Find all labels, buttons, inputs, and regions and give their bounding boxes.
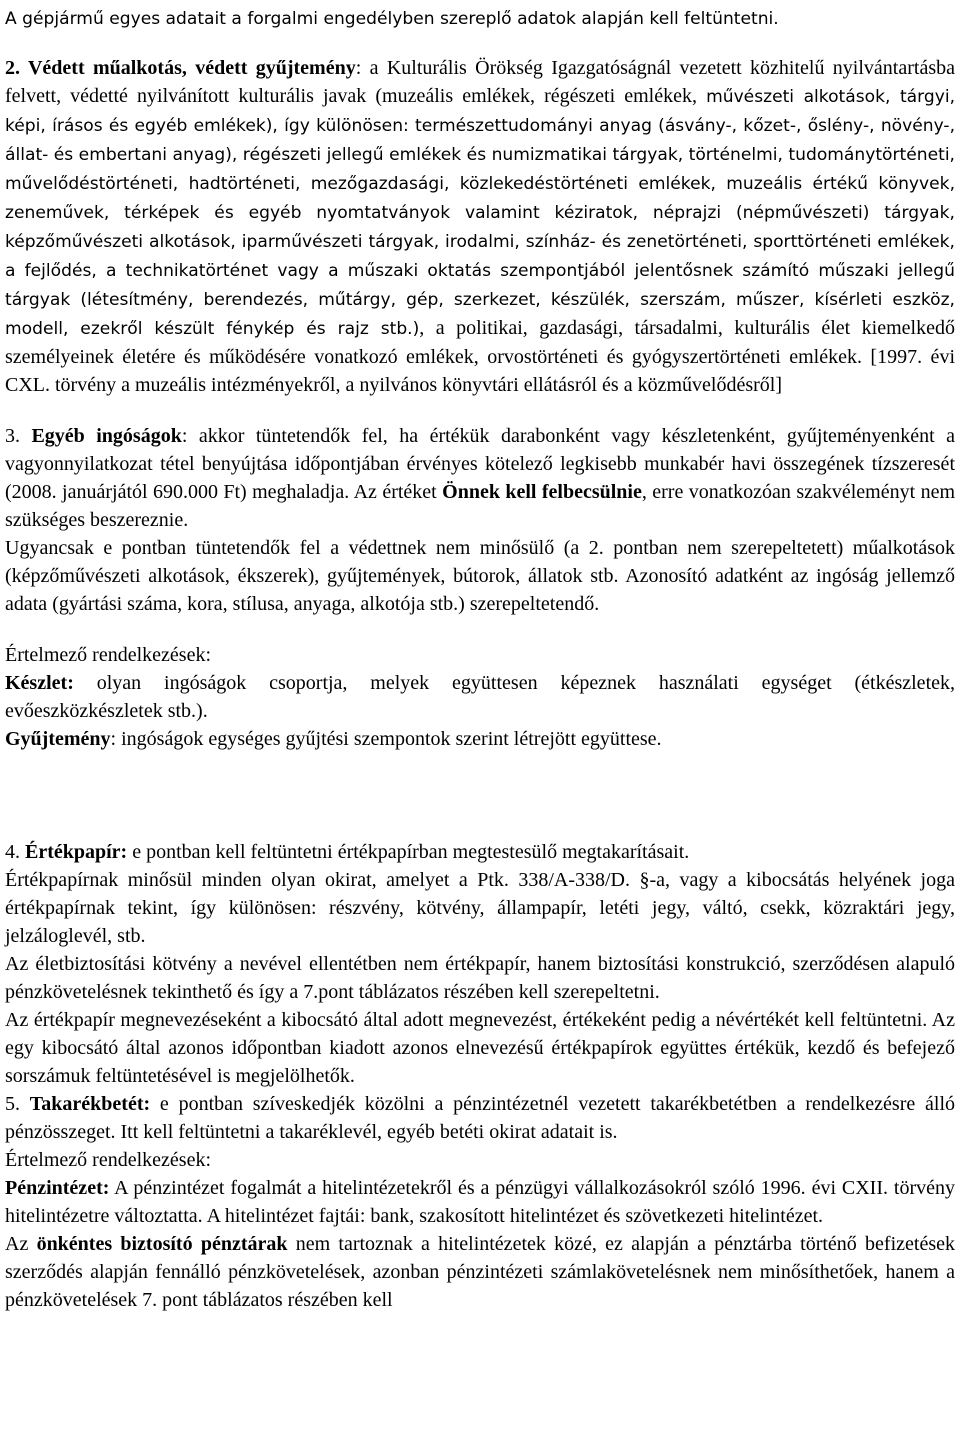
- text-run: , erre vonatkozóan szakvéleményt nem szükséges beszereznie.: [5, 481, 955, 531]
- section-4-naming: [5, 1006, 955, 1090]
- definition-financial-institution: [5, 1174, 955, 1230]
- section-5-savings-deposit: [5, 1090, 955, 1146]
- section-heading: 2. Védett műalkotás, védett gyűjtemény: [5, 57, 356, 79]
- section-heading: Értékpapír:: [25, 841, 128, 863]
- text-run: e pontban szíveskedjék közölni a pénzintézetnél vezetett takarékbetétben a rendelkezésre álló pénzösszeget. Itt kell feltüntetni a takaréklevél, egyéb betéti okirat adatait is.: [5, 1093, 956, 1143]
- text-run: Az életbiztosítási kötvény a nevével ellentétben nem értékpapír, hanem biztosítási konstrukció, szerződésen alapuló pénzkövetelésnek tekinthető és így a 7.pont táblázatos részében kell szerepeltetni.: [5, 953, 955, 1003]
- definition-collection: [5, 725, 955, 753]
- intro-sentence: [5, 5, 955, 33]
- text-run: A pénzintézet fogalmát a hitelintézetekről és a pénzügyi vállalkozásokról szóló 1996. évi CXII. törvény hitelintézetre változtatta. A hitelintézet fajtái: bank, szakosított hitelintézet és szövetkezeti hitelintézet.: [5, 1177, 955, 1227]
- definition-stock: [5, 669, 955, 725]
- text-run: 3.: [5, 425, 32, 447]
- voluntary-insurance-funds: [5, 1230, 955, 1314]
- emphasis: Önnek kell felbecsülnie: [442, 481, 642, 503]
- section-3-other-movables: [5, 422, 955, 534]
- section-heading: Takarékbetét:: [29, 1093, 151, 1115]
- term: Pénzintézet:: [5, 1177, 110, 1199]
- text-run: Az: [5, 1233, 37, 1255]
- text-run: Értelmező rendelkezések:: [5, 644, 211, 666]
- text-run: Az értékpapír megnevezéseként a kibocsátó által adott megnevezést, értékeként pedig a névértékét kell feltüntetni. Az egy kibocsátó által azonos időpontban kiadott azonos elnevezésű értékpapírok együttes értékük, kezdő és befejező sorszámuk feltüntetésével is megjelölhetők.: [5, 1009, 955, 1087]
- definitions-heading-1: [5, 641, 955, 669]
- term: Gyűjtemény: [5, 728, 111, 750]
- text-run: 4.: [5, 841, 25, 863]
- text-run: olyan ingóságok csoportja, melyek együttesen képeznek használati egységet (étkészletek, evőeszközkészletek stb.).: [5, 672, 955, 722]
- term: önkéntes biztosító pénztárak: [36, 1233, 288, 1255]
- text-run: Értelmező rendelkezések:: [5, 1149, 211, 1171]
- text-run: nem tartoznak a hitelintézetek közé, ez alapján a pénztárba történő befizetések szerződés alapján fennálló pénzkövetelések, azonban pénzintézeti számlakövetelésnek nem minősíthetőek, hanem a pénzkövetelések 7. pont táblázatos részében kell: [5, 1233, 955, 1311]
- text-run: , a politikai, gazdasági, társadalmi, kulturális élet kiemelkedő személyeinek életére és működésére vonatkozó emlékek, orvostörténeti és gyógyszertörténeti emlékek. [1997. évi CXL. törvény a muzeális intézményekről, a nyilvános könyvtári ellátásról és a közművelődésről]: [5, 317, 955, 396]
- section-3-note-not-protected: [5, 534, 955, 618]
- section-4-definition: [5, 866, 955, 950]
- text-run: A gépjármű egyes adatait a forgalmi engedélyben szereplő adatok alapján kell feltüntetni.: [5, 9, 779, 29]
- text-run: e pontban kell feltüntetni értékpapírban megtestesülő megtakarításait.: [127, 841, 690, 863]
- text-run: művészeti alkotások, tárgyi, képi, írásos és egyéb emlékek), így különösen: természettudományi anyag (ásvány-, kőzet-, őslény-, növény-, állat- és embertani anyag), régészeti jellegű emlékek és numizmatikai tárgyak, történelmi, tudománytörténeti, művelődéstörténeti, hadtörténeti, mezőgazdasági, közlekedéstörténeti emlékek, muzeális értékű könyvek, zeneművek, térképek és egyéb nyomtatványok valamint kéziratok, néprajzi (népművészeti) tárgyak, képzőművészeti alkotások, iparművészeti tárgyak, irodalmi, színház- és zenetörténeti, sporttörténeti emlékek, a fejlődés, a technikatörténet vagy a műszaki oktatás szempontjából jelentősnek számító műszaki jellegű tárgyak (létesítmény, berendezés, műtárgy, gép, szerkezet, készülék, szerszám, műszer, kísérleti eszköz, modell, ezekről készült fénykép és rajz stb.): [5, 87, 956, 339]
- text-run: : ingóságok egységes gyűjtési szempontok szerint létrejött együttese.: [110, 728, 662, 750]
- section-4-securities: [5, 838, 955, 866]
- text-run: : akkor tüntetendők fel, ha értékük darabonként vagy készletenként, gyűjteményenként a vagyonnyilatkozat tétel benyújtása időpontjában érvényes kötelező legkisebb munkabér havi összegének tízszeresét (2008. januárjától 690.000 Ft) meghaladja. Az értéket: [5, 425, 955, 503]
- text-run: 5.: [5, 1093, 30, 1115]
- section-4-life-insurance: [5, 950, 955, 1006]
- definitions-heading-2: [5, 1146, 955, 1174]
- section-2-protected-artwork: [5, 54, 955, 399]
- section-heading: Egyéb ingóságok: [31, 425, 182, 447]
- text-run: Értékpapírnak minősül minden olyan okirat, amelyet a Ptk. 338/A-338/D. §-a, vagy a kibocsátás helyének joga értékpapírnak tekint, így különösen: részvény, kötvény, állampapír, letéti jegy, váltó, csekk, közraktári jegy, jelzáloglevél, stb.: [5, 869, 955, 947]
- term: Készlet:: [5, 672, 74, 694]
- text-run: : a Kulturális Örökség Igazgatóságnál vezetett közhitelű nyilvántartásba felvett, védetté nyilvánított kulturális javak (muzeális emlékek, régészeti emlékek,: [5, 57, 955, 107]
- text-run: Ugyancsak e pontban tüntetendők fel a védettnek nem minősülő (a 2. pontban nem szerepeltetett) műalkotások (képzőművészeti alkotások, ékszerek), gyűjtemények, bútorok, állatok stb. Azonosító adatként az ingóság jellemző adata (gyártási száma, kora, stílusa, anyaga, alkotója stb.) szerepeltetendő.: [5, 537, 955, 615]
